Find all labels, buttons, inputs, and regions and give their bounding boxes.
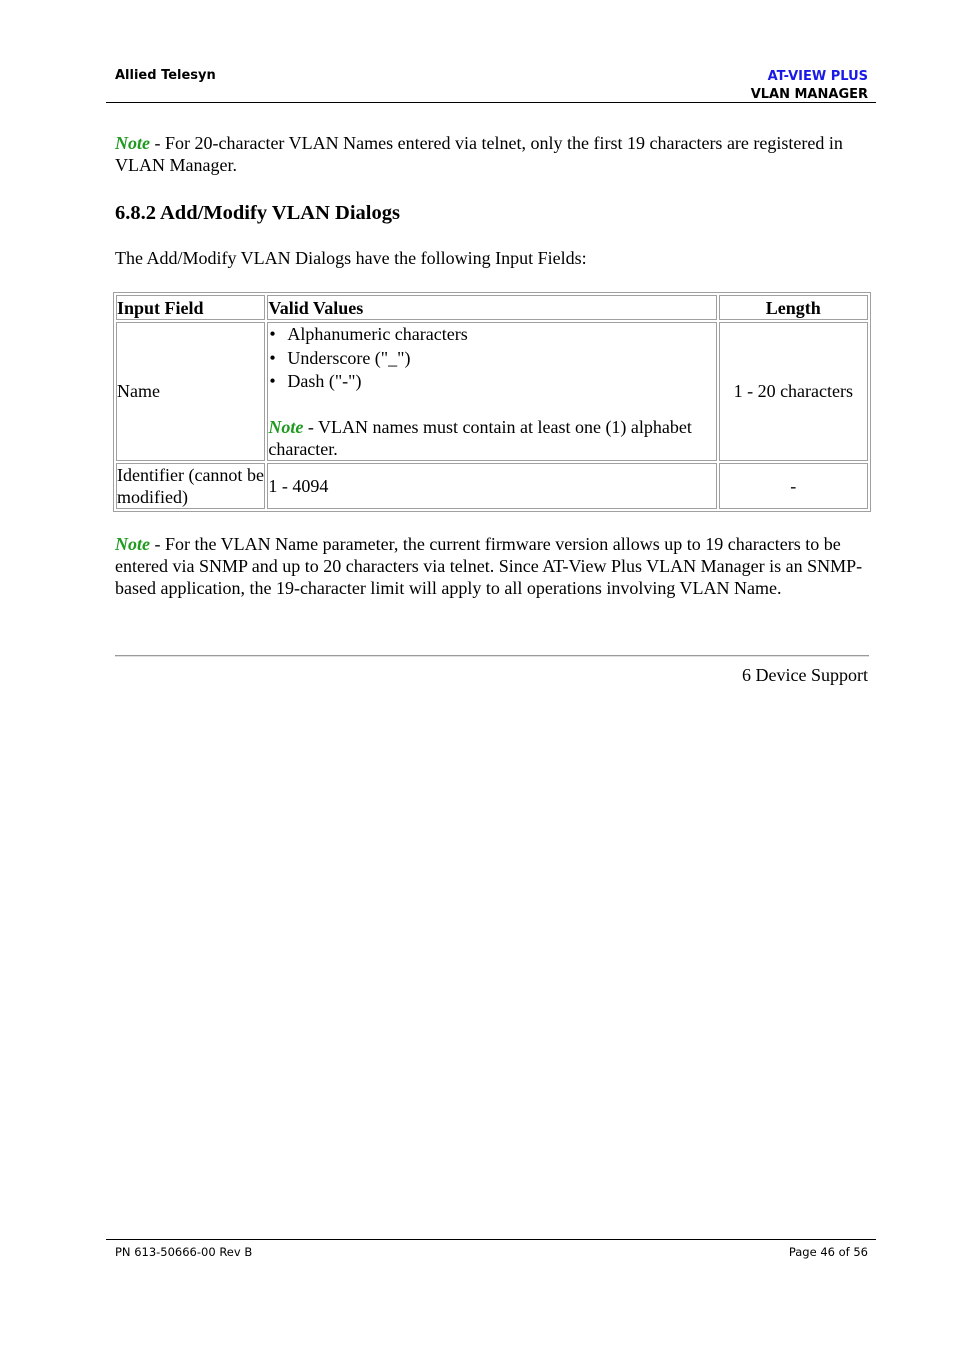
note-paragraph-2 <box>115 533 870 599</box>
header-product: AT-VIEW PLUS <box>767 69 868 84</box>
table-row <box>116 322 868 461</box>
table-cell-length: 1 - 20 characters <box>719 322 868 461</box>
table-cell-values <box>267 322 716 461</box>
note-text: - For 20-character VLAN Names entered via telnet, only the first 19 characters are registered in VLAN Manager. <box>115 133 843 175</box>
note-label: Note <box>268 416 304 437</box>
table-row <box>116 463 868 509</box>
header-rule <box>106 102 876 103</box>
table-cell-values: 1 - 4094 <box>267 463 716 509</box>
table-cell-field: Identifier (cannot be modified) <box>117 464 264 507</box>
note-paragraph-1 <box>115 132 870 176</box>
section-link[interactable]: 6 Device Support <box>742 665 868 685</box>
header-company: Allied Telesyn <box>115 68 216 83</box>
input-fields-table <box>113 292 871 512</box>
section-heading: 6.8.2 Add/Modify VLAN Dialogs <box>115 202 400 224</box>
section-intro: The Add/Modify VLAN Dialogs have the following Input Fields: <box>115 248 587 268</box>
header-product-block <box>751 68 868 104</box>
table-header-length: Length <box>719 295 868 320</box>
note-label: Note <box>115 133 150 153</box>
table-cell-note <box>268 416 715 460</box>
list-item: • Underscore ("_") <box>268 347 715 371</box>
footer-page-number: Page 46 of 56 <box>788 1245 868 1259</box>
table-header-row <box>116 295 868 320</box>
table-header-valid-values: Valid Values <box>267 295 716 320</box>
table-cell-length: - <box>719 463 868 509</box>
note-text: - VLAN names must contain at least one (1) alphabet character. <box>268 416 692 459</box>
table-header-input-field: Input Field <box>116 295 265 320</box>
valid-values-list <box>268 323 715 394</box>
table-cell-field: Name <box>116 322 265 461</box>
list-item: • Alphanumeric characters <box>268 323 715 347</box>
list-item: • Dash ("-") <box>268 370 715 394</box>
header-module: VLAN MANAGER <box>750 87 868 102</box>
footer-part-number: PN 613-50666-00 Rev B <box>115 1245 253 1259</box>
note-label: Note <box>115 534 150 554</box>
note-text: - For the VLAN Name parameter, the current firmware version allows up to 19 characters to be entered via SNMP and up to 20 characters via telnet. Since AT-View Plus VLAN Manager is an SNMP-based application, the 19-character limit will apply to all operations involving VLAN Name. <box>115 534 863 598</box>
footer-rule <box>106 1239 876 1240</box>
section-rule <box>115 655 869 657</box>
